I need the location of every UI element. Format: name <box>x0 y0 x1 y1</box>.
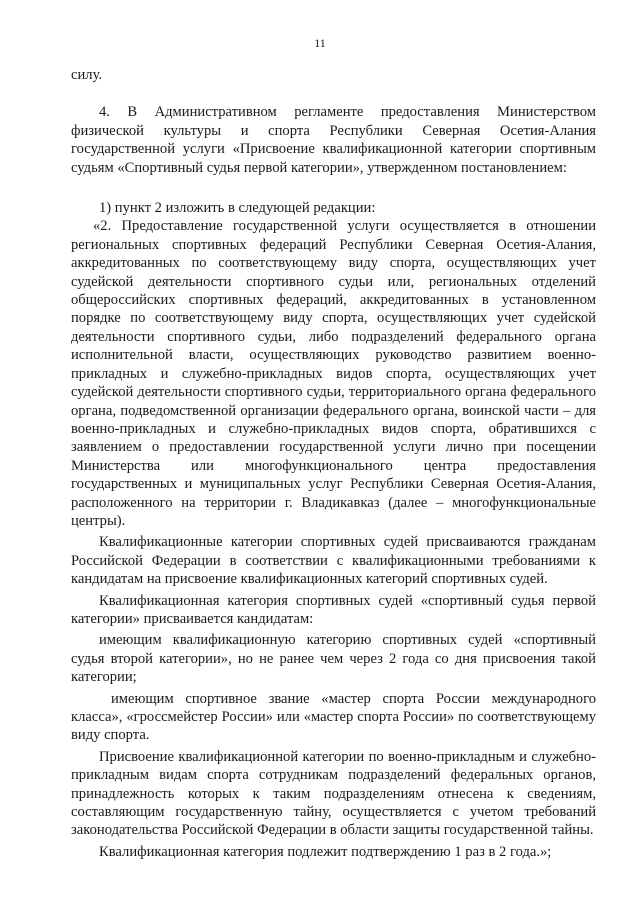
paragraph-subitem-1: 1) пункт 2 изложить в следующей редакции: <box>99 200 376 217</box>
paragraph-categories: Квалификационные категории спортивных судей присваиваются гражданам Российской Федерации в соответствии с квалификационными требованиями к кандидатам на присвоение квалификационных категорий спортивных судей. <box>71 534 596 588</box>
document-body <box>71 66 596 861</box>
paragraph-first-category: Квалификационная категория спортивных судей «спортивный судья первой категории» присваивается кандидатам: <box>71 592 596 627</box>
paragraph-confirmation: Квалификационная категория подлежит подтверждению 1 раз в 2 года.»; <box>99 843 552 860</box>
page-number: 11 <box>314 36 326 50</box>
paragraph-clause-2: «2. Предоставление государственной услуги осуществляется в отношении региональных спортивных федераций Республики Северная Осетия-Алания, аккредитованных по соответствующему виду спорта, осуществляющих учет судейской деятельности спортивного судьи или, региональных отделений общероссийских спортивных федераций, аккредитованных в установленном порядке по соответствующему виду спорта, осуществляющих учет судейской деятельности спортивного судьи, либо подразделений федерального органа исполнительной власти, осуществляющих руководство развитием военно-прикладных и служебно-прикладных видов спорта, осуществляющих учет судейской деятельности спортивного судьи, территориального органа федерального органа, подведомственной организации федерального органа, воинской части – для военно-прикладных и служебно-прикладных видов спорта, обратившихся с заявлением о предоставлении государственной услуги лично при посещении Министерства или многофункционального центра предоставления государственных и муниципальных услуг Республики Северная Осетия-Алания, расположенного на территории г. Владикавказ (далее – многофункциональные центры). <box>71 218 596 529</box>
paragraph-military-sports: Присвоение квалификационной категории по военно-прикладным и служебно-прикладным видам спорта сотрудникам подразделений федеральных органов, принадлежность которых к таким подразделениям отнесена к сведениям, составляющим государственную тайну, осуществляется с учетом требований законодательства Российской Федерации в области защиты государственной тайны. <box>71 748 596 839</box>
paragraph-item-4: 4. В Административном регламенте предоставления Министерством физической культуры и спорта Республики Северная Осетия-Алания государственной услуги «Присвоение квалификационной категории спортивным судьям «Спортивный судья первой категории», утвержденном постановлением: <box>71 104 596 176</box>
paragraph-continuation: силу. <box>71 67 103 83</box>
paragraph-sport-title-holders: имеющим спортивное звание «мастер спорта России международного класса», «гроссмейстер России» или «мастер спорта России» по соответствующему виду спорта. <box>71 690 596 744</box>
paragraph-second-category-holders: имеющим квалификационную категорию спортивных судей «спортивный судья второй категории», но не ранее чем через 2 года со дня присвоения такой категории; <box>71 632 596 686</box>
